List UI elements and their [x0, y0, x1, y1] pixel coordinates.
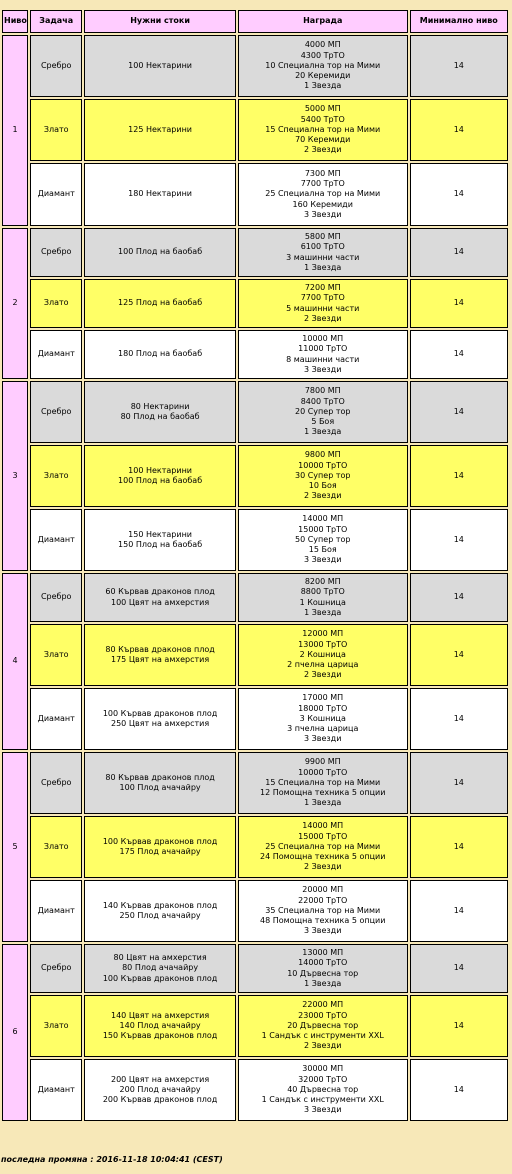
reward-line: 1 Сандък с инструменти XXL: [261, 1031, 384, 1041]
goods-cell: [84, 624, 236, 686]
reward-line: 40 Дървесна тор: [287, 1084, 359, 1094]
goods-line: 100 Плод ачачайру: [119, 783, 201, 792]
reward-cell: [238, 381, 408, 443]
reward-line: 1 Сандък с инструменти XXL: [261, 1095, 384, 1105]
table-row: [2, 99, 508, 161]
reward-line: 1 Звезда: [304, 798, 342, 808]
reward-line: 7700 ТрТО: [300, 293, 345, 303]
task-cell: Сребро: [30, 944, 82, 993]
reward-line: 6100 ТрТО: [300, 242, 345, 252]
goods-line: 175 Цвят на амхерстия: [111, 655, 210, 664]
reward-line: 25 Специална тор на Мими: [265, 189, 381, 199]
level-cell: 2: [2, 228, 28, 379]
reward-line: 2 Звезди: [304, 862, 342, 872]
min-level-cell: 14: [410, 228, 508, 277]
goods-cell: [84, 381, 236, 443]
reward-line: 7300 МП: [304, 168, 341, 178]
reward-cell: [238, 1059, 408, 1121]
goods-line: 80 Цвят на амхерстия: [113, 953, 207, 963]
reward-line: 1 Звезда: [304, 262, 342, 272]
goods-line: 100 Плод на баобаб: [118, 247, 203, 257]
task-cell: Диамант: [30, 509, 82, 571]
goods-line: 180 Нектарини: [128, 189, 193, 199]
reward-line: 50 Супер тор: [295, 534, 351, 544]
reward-line: 8200 МП: [304, 576, 341, 586]
reward-cell: [238, 99, 408, 161]
goods-cell: [84, 752, 236, 814]
table-row: [2, 995, 508, 1057]
goods-line: 100 Кървав драконов плод: [102, 708, 218, 718]
task-cell: Диамант: [30, 1059, 82, 1121]
rewards-table: [0, 8, 510, 1123]
min-level-cell: 14: [410, 381, 508, 443]
reward-line: 1 Звезда: [304, 607, 342, 617]
reward-line: 17000 МП: [302, 693, 344, 703]
table-row: [2, 163, 508, 226]
reward-line: 20 Супер тор: [295, 406, 351, 416]
goods-cell: [84, 163, 236, 226]
reward-line: 8800 ТрТО: [300, 587, 345, 597]
task-cell: Сребро: [30, 35, 82, 97]
table-header-row: [2, 10, 508, 33]
goods-line: 150 Нектарини: [128, 529, 193, 539]
goods-line: 80 Плод на баобаб: [120, 412, 200, 421]
goods-line: 80 Нектарини: [130, 401, 190, 411]
reward-line: 20 Керемиди: [295, 71, 351, 81]
reward-line: 20 Дървесна тор: [287, 1020, 359, 1030]
reward-line: 32000 ТрТО: [298, 1074, 348, 1084]
table-row: [2, 944, 508, 993]
reward-line: 10 Боя: [308, 481, 337, 491]
reward-line: 5 Боя: [311, 417, 335, 427]
task-cell: Диамант: [30, 330, 82, 379]
task-cell: Диамант: [30, 880, 82, 942]
reward-line: 23000 ТрТО: [298, 1010, 348, 1020]
reward-line: 10 Специална тор на Мими: [265, 60, 381, 70]
reward-line: 2 Звезди: [304, 313, 342, 323]
min-level-cell: 14: [410, 752, 508, 814]
task-cell: Диамант: [30, 688, 82, 750]
table-row: [2, 816, 508, 878]
reward-line: 4000 МП: [304, 40, 341, 50]
reward-cell: [238, 624, 408, 686]
reward-line: 30 Супер тор: [295, 470, 351, 480]
reward-line: 9900 МП: [304, 757, 341, 767]
goods-cell: [84, 573, 236, 622]
reward-line: 2 Звезди: [304, 670, 342, 680]
reward-cell: [238, 880, 408, 942]
goods-line: 200 Цвят на амхерстия: [111, 1074, 210, 1084]
goods-cell: [84, 1059, 236, 1121]
reward-line: 15000 ТрТО: [298, 524, 348, 534]
reward-line: 3 Звезди: [304, 364, 342, 374]
table-row: [2, 445, 508, 507]
goods-line: 100 Цвят на амхерстия: [111, 597, 210, 607]
reward-cell: [238, 35, 408, 97]
reward-line: 2 Звезди: [304, 145, 342, 155]
min-level-cell: 14: [410, 1059, 508, 1121]
goods-cell: [84, 944, 236, 993]
reward-line: 70 Керемиди: [295, 135, 351, 145]
task-cell: Злато: [30, 995, 82, 1057]
min-level-cell: 14: [410, 279, 508, 328]
reward-line: 8400 ТрТО: [300, 396, 345, 406]
goods-line: 150 Плод на баобаб: [118, 540, 203, 549]
reward-line: 7200 МП: [304, 282, 341, 292]
reward-line: 4300 ТрТО: [300, 50, 345, 60]
min-level-cell: 14: [410, 573, 508, 622]
task-cell: Сребро: [30, 228, 82, 277]
table-row: [2, 624, 508, 686]
goods-line: 80 Плод ачачайру: [122, 963, 199, 973]
reward-cell: [238, 228, 408, 277]
reward-line: 48 Помощна техника 5 опции: [260, 916, 386, 926]
level-cell: 5: [2, 752, 28, 942]
reward-line: 7700 ТрТО: [300, 179, 345, 189]
level-cell: 6: [2, 944, 28, 1121]
reward-line: 2 Звезди: [304, 1041, 342, 1051]
goods-cell: [84, 35, 236, 97]
reward-line: 1 Звезда: [304, 81, 342, 91]
min-level-cell: 14: [410, 163, 508, 226]
reward-line: 14000 ТрТО: [298, 958, 348, 968]
table-row: [2, 35, 508, 97]
task-cell: Сребро: [30, 381, 82, 443]
goods-line: 180 Плод на баобаб: [118, 349, 203, 359]
last-modified: последна промяна : 2016-11-18 10:04:41 (CEST): [1, 1155, 223, 1164]
table-row: [2, 1059, 508, 1121]
table-row: [2, 279, 508, 328]
goods-line: 140 Кървав драконов плод: [102, 900, 218, 910]
task-cell: Злато: [30, 445, 82, 507]
goods-cell: [84, 445, 236, 507]
reward-line: 1 Кошница: [299, 597, 346, 607]
goods-line: 150 Кървав драконов плод: [102, 1031, 218, 1041]
reward-line: 10000 ТрТО: [298, 460, 348, 470]
min-level-cell: 14: [410, 509, 508, 571]
min-level-cell: 14: [410, 99, 508, 161]
min-level-cell: 14: [410, 880, 508, 942]
reward-line: 5400 ТрТО: [300, 114, 345, 124]
goods-line: 250 Плод ачачайру: [119, 911, 201, 920]
reward-line: 22000 МП: [302, 1000, 344, 1010]
reward-line: 8 машинни части: [286, 354, 360, 364]
reward-cell: [238, 573, 408, 622]
reward-cell: [238, 509, 408, 571]
reward-line: 9800 МП: [304, 450, 341, 460]
header-reward: Награда: [238, 10, 408, 33]
goods-cell: [84, 228, 236, 277]
level-cell: 1: [2, 35, 28, 226]
reward-line: 15 Боя: [308, 545, 337, 555]
goods-cell: [84, 995, 236, 1057]
min-level-cell: 14: [410, 995, 508, 1057]
reward-cell: [238, 816, 408, 878]
reward-line: 18000 ТрТО: [298, 703, 348, 713]
header-goods: Нужни стоки: [84, 10, 236, 33]
table-row: [2, 228, 508, 277]
goods-line: 140 Плод ачачайру: [119, 1020, 201, 1030]
goods-cell: [84, 688, 236, 750]
reward-line: 10000 МП: [302, 333, 344, 343]
reward-cell: [238, 330, 408, 379]
goods-line: 250 Цвят на амхерстия: [111, 719, 210, 728]
goods-line: 80 Кървав драконов плод: [105, 644, 215, 654]
reward-line: 15 Специална тор на Мими: [265, 777, 381, 787]
reward-line: 14000 МП: [302, 514, 344, 524]
min-level-cell: 14: [410, 816, 508, 878]
goods-line: 140 Цвят на амхерстия: [111, 1010, 210, 1020]
min-level-cell: 14: [410, 35, 508, 97]
min-level-cell: 14: [410, 330, 508, 379]
task-cell: Злато: [30, 279, 82, 328]
reward-line: 5 машинни части: [286, 303, 360, 313]
reward-cell: [238, 944, 408, 993]
reward-line: 13000 ТрТО: [298, 639, 348, 649]
reward-line: 3 пчелна царица: [287, 724, 359, 734]
goods-line: 100 Плод на баобаб: [118, 476, 203, 485]
header-min-level: Минимално ниво: [410, 10, 508, 33]
goods-cell: [84, 509, 236, 571]
goods-line: 200 Кървав драконов плод: [102, 1095, 218, 1105]
reward-line: 30000 МП: [302, 1064, 344, 1074]
reward-line: 15 Специална тор на Мими: [265, 124, 381, 134]
goods-cell: [84, 99, 236, 161]
min-level-cell: 14: [410, 445, 508, 507]
table-row: [2, 381, 508, 443]
reward-line: 25 Специална тор на Мими: [265, 841, 381, 851]
reward-line: 3 Звезди: [304, 209, 342, 219]
level-cell: 4: [2, 573, 28, 750]
reward-cell: [238, 445, 408, 507]
header-level: Ниво: [2, 10, 28, 33]
reward-line: 160 Керемиди: [292, 199, 353, 209]
reward-cell: [238, 752, 408, 814]
goods-line: 100 Кървав драконов плод: [102, 973, 218, 983]
goods-line: 60 Кървав драконов плод: [105, 587, 215, 597]
table-row: [2, 688, 508, 750]
reward-line: 2 Звезди: [304, 491, 342, 501]
goods-line: 175 Плод ачачайру: [119, 847, 201, 856]
reward-cell: [238, 995, 408, 1057]
goods-line: 100 Нектарини: [128, 60, 193, 70]
goods-cell: [84, 279, 236, 328]
task-cell: Злато: [30, 624, 82, 686]
goods-cell: [84, 816, 236, 878]
reward-line: 3 Звезди: [304, 1105, 342, 1115]
goods-line: 125 Нектарини: [128, 124, 193, 134]
reward-line: 7800 МП: [304, 386, 341, 396]
task-cell: Сребро: [30, 573, 82, 622]
reward-line: 20000 МП: [302, 885, 344, 895]
reward-line: 22000 ТрТО: [298, 895, 348, 905]
goods-cell: [84, 330, 236, 379]
min-level-cell: 14: [410, 688, 508, 750]
reward-cell: [238, 688, 408, 750]
reward-line: 13000 МП: [302, 947, 344, 957]
header-task: Задача: [30, 10, 82, 33]
reward-line: 12000 МП: [302, 629, 344, 639]
table-row: [2, 509, 508, 571]
reward-cell: [238, 279, 408, 328]
table-row: [2, 752, 508, 814]
table-body: [2, 35, 508, 1121]
table-row: [2, 573, 508, 622]
table-row: [2, 330, 508, 379]
goods-line: 125 Плод на баобаб: [118, 298, 203, 308]
goods-line: 200 Плод ачачайру: [119, 1084, 201, 1094]
table-row: [2, 880, 508, 942]
min-level-cell: 14: [410, 624, 508, 686]
reward-line: 2 Кошница: [299, 649, 346, 659]
reward-line: 12 Помощна техника 5 опции: [260, 788, 386, 798]
task-cell: Сребро: [30, 752, 82, 814]
level-cell: 3: [2, 381, 28, 571]
reward-line: 14000 МП: [302, 821, 344, 831]
goods-line: 100 Кървав драконов плод: [102, 836, 218, 846]
reward-line: 1 Звезда: [304, 427, 342, 437]
reward-line: 3 Звезди: [304, 926, 342, 936]
min-level-cell: 14: [410, 944, 508, 993]
goods-line: 80 Кървав драконов плод: [105, 772, 215, 782]
reward-line: 3 Звезди: [304, 734, 342, 744]
reward-line: 3 машинни части: [286, 252, 360, 262]
reward-line: 15000 ТрТО: [298, 831, 348, 841]
reward-line: 35 Специална тор на Мими: [265, 905, 381, 915]
reward-line: 3 Звезди: [304, 555, 342, 565]
reward-cell: [238, 163, 408, 226]
reward-line: 1 Звезда: [304, 978, 342, 988]
reward-line: 5000 МП: [304, 104, 341, 114]
reward-line: 24 Помощна техника 5 опции: [260, 852, 386, 862]
task-cell: Злато: [30, 816, 82, 878]
reward-line: 2 пчелна царица: [287, 660, 359, 670]
reward-line: 3 Кошница: [299, 713, 346, 723]
reward-line: 10 Дървесна тор: [287, 968, 359, 978]
goods-cell: [84, 880, 236, 942]
goods-line: 100 Нектарини: [128, 465, 193, 475]
reward-line: 11000 ТрТО: [298, 344, 348, 354]
task-cell: Злато: [30, 99, 82, 161]
reward-line: 5800 МП: [304, 231, 341, 241]
reward-line: 10000 ТрТО: [298, 767, 348, 777]
task-cell: Диамант: [30, 163, 82, 226]
